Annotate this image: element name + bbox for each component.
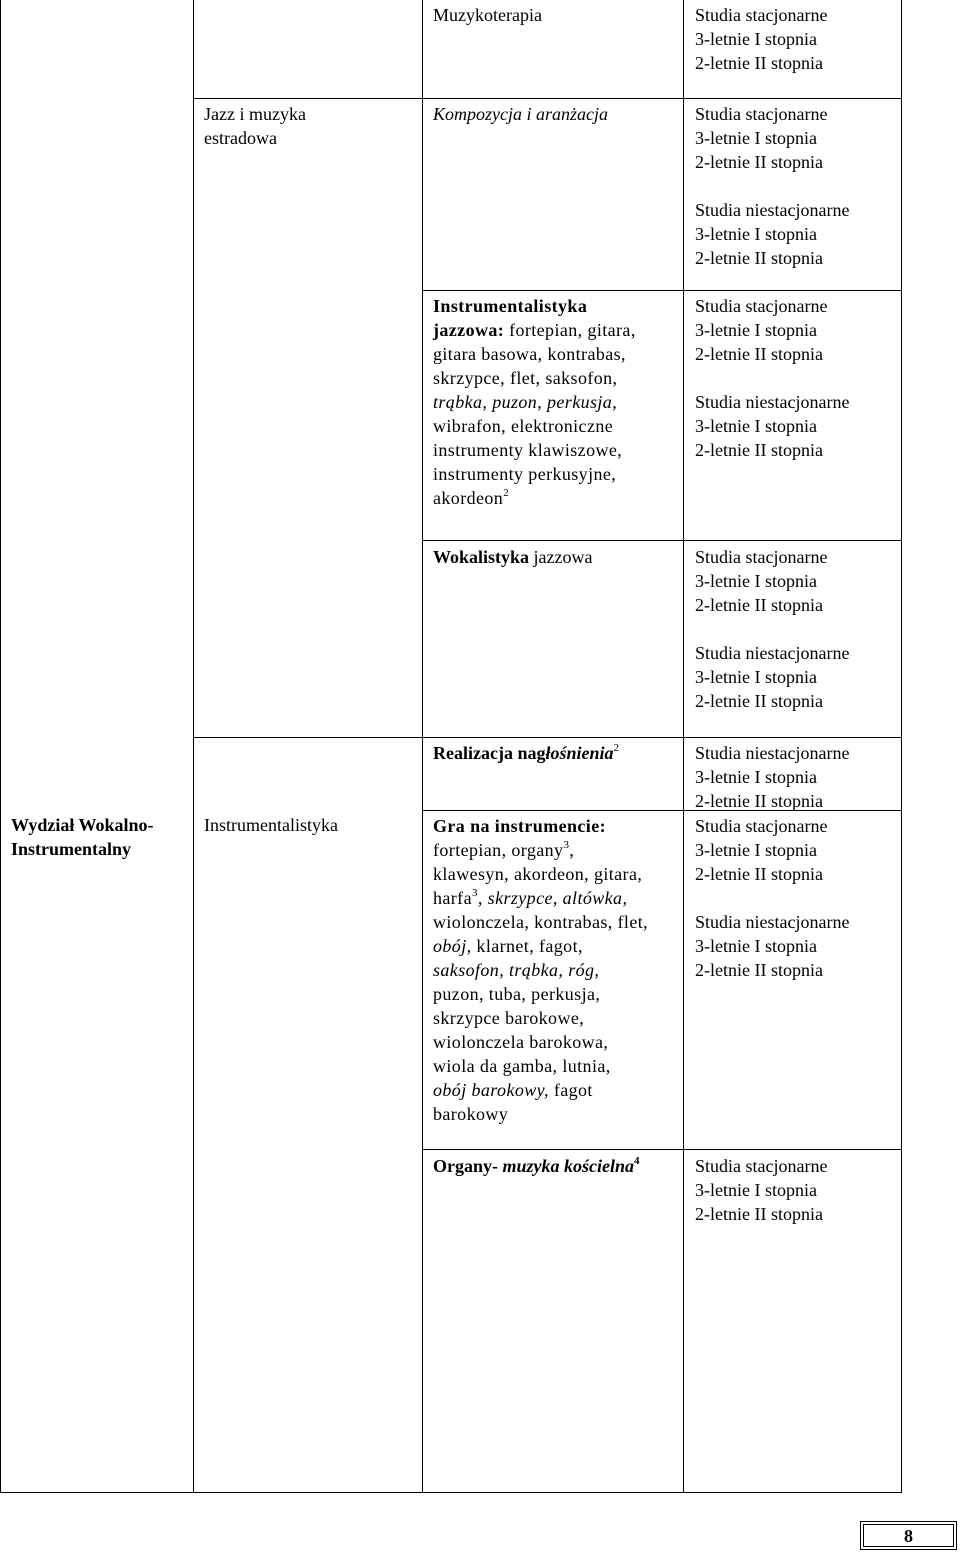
- column-divider-3: [683, 0, 684, 1493]
- gra-line-4-text: harfa: [433, 888, 472, 908]
- jazzowa-word: jazzowa: [529, 547, 593, 567]
- study-forms-instr-jazz: [695, 294, 849, 462]
- organy-part-b: muzyka kościelna: [502, 1156, 635, 1176]
- row-divider-1: [193, 98, 902, 99]
- study-level: 3-letnie I stopnia: [695, 416, 817, 436]
- study-mode: Studia stacjonarne: [695, 1156, 828, 1176]
- faculty-name-line-1: Wydział Wokalno-: [11, 815, 154, 835]
- program-kompozycja: Kompozycja i aranżacja: [433, 104, 608, 124]
- row-divider-6: [422, 1149, 902, 1150]
- gra-line-6-text: klarnet, fagot,: [471, 936, 583, 956]
- gra-line-10: wiolonczela barokowa,: [433, 1032, 609, 1052]
- gra-line-2-text: fortepian, organy: [433, 840, 564, 860]
- study-level: 3-letnie I stopnia: [695, 29, 817, 49]
- study-mode: Studia niestacjonarne: [695, 392, 850, 412]
- naglosnienie-part-b: łośnienia: [545, 743, 614, 763]
- study-level: 3-letnie I stopnia: [695, 224, 817, 244]
- department-instrumentalistyka: Instrumentalistyka: [204, 815, 338, 835]
- gra-line-4-italic: , skrzypce, altówka,: [477, 888, 628, 908]
- department-jazz-line-2: estradowa: [204, 128, 277, 148]
- instr-jazz-line-7: instrumenty klawiszowe,: [433, 440, 623, 460]
- column-divider-1: [193, 0, 194, 1493]
- gra-line-6: [433, 934, 648, 958]
- table-border-left: [0, 0, 1, 1493]
- gra-line-13: barokowy: [433, 1104, 509, 1124]
- study-mode: Studia stacjonarne: [695, 296, 828, 316]
- study-mode: Studia niestacjonarne: [695, 912, 850, 932]
- organy-part-a: Organy-: [433, 1156, 503, 1176]
- study-level: 2-letnie II stopnia: [695, 1204, 823, 1224]
- gra-line-1: Gra na instrumencie:: [433, 816, 606, 836]
- study-mode: Studia niestacjonarne: [695, 743, 850, 763]
- footnote-ref: 2: [613, 742, 620, 754]
- department-jazz: [204, 102, 306, 150]
- study-level: 2-letnie II stopnia: [695, 691, 823, 711]
- footnote-ref: 3: [563, 839, 570, 851]
- study-level: 3-letnie I stopnia: [695, 840, 817, 860]
- instr-jazz-line-1: Instrumentalistyka: [433, 296, 588, 316]
- faculty-name-line-2: Instrumentalny: [11, 839, 132, 859]
- study-level: 2-letnie II stopnia: [695, 152, 823, 172]
- study-level: 2-letnie II stopnia: [695, 248, 823, 268]
- instr-jazz-line-5: trąbka, puzon, perkusja,: [433, 392, 618, 412]
- study-level: 3-letnie I stopnia: [695, 767, 817, 787]
- gra-line-12-italic: obój barokowy,: [433, 1080, 549, 1100]
- study-mode: Studia niestacjonarne: [695, 643, 850, 663]
- study-forms-muzykoterapia: [695, 3, 827, 75]
- study-level: 3-letnie I stopnia: [695, 1180, 817, 1200]
- study-level: 3-letnie I stopnia: [695, 320, 817, 340]
- gra-line-5: wiolonczela, kontrabas, flet,: [433, 912, 649, 932]
- study-forms-naglosnienie: [695, 741, 849, 813]
- gra-line-12: [433, 1078, 648, 1102]
- program-naglosnienie: [433, 741, 619, 765]
- program-organy: [433, 1154, 640, 1178]
- instr-jazz-akordeon: akordeon: [433, 488, 504, 508]
- study-level: 2-letnie II stopnia: [695, 864, 823, 884]
- gra-line-3: klawesyn, akordeon, gitara,: [433, 864, 643, 884]
- page-number: 8: [863, 1524, 954, 1547]
- study-level: 2-letnie II stopnia: [695, 53, 823, 73]
- study-mode: Studia stacjonarne: [695, 816, 828, 836]
- program-gra-na-instrumencie: [433, 814, 648, 1126]
- study-level: 2-letnie II stopnia: [695, 791, 823, 811]
- instr-jazz-line-8: instrumenty perkusyjne,: [433, 464, 617, 484]
- gra-line-9: skrzypce barokowe,: [433, 1008, 585, 1028]
- gra-line-12-text: fagot: [548, 1080, 593, 1100]
- footnote-ref: 4: [634, 1155, 640, 1167]
- program-muzykoterapia: Muzykoterapia: [433, 5, 542, 25]
- instr-jazz-line-3: gitara basowa, kontrabas,: [433, 344, 626, 364]
- gra-line-8: puzon, tuba, perkusja,: [433, 984, 601, 1004]
- study-mode: Studia stacjonarne: [695, 5, 828, 25]
- study-mode: Studia stacjonarne: [695, 547, 828, 567]
- gra-line-2-comma: ,: [569, 840, 575, 860]
- gra-line-7: saksofon, trąbka, róg,: [433, 960, 600, 980]
- study-level: 3-letnie I stopnia: [695, 128, 817, 148]
- footnote-ref: 2: [503, 487, 510, 499]
- instr-jazz-line-2: [433, 318, 636, 342]
- study-level: 3-letnie I stopnia: [695, 936, 817, 956]
- row-divider-3: [422, 540, 902, 541]
- study-forms-kompozycja: [695, 102, 849, 270]
- study-level: 2-letnie II stopnia: [695, 595, 823, 615]
- study-mode: Studia stacjonarne: [695, 104, 828, 124]
- row-divider-4: [193, 737, 902, 738]
- study-forms-wokalistyka: [695, 545, 849, 713]
- gra-line-4: [433, 886, 648, 910]
- department-jazz-line-1: Jazz i muzyka: [204, 104, 306, 124]
- instr-jazz-line-9: [433, 486, 636, 510]
- study-mode: Studia niestacjonarne: [695, 200, 850, 220]
- study-level: 3-letnie I stopnia: [695, 667, 817, 687]
- study-level: 2-letnie II stopnia: [695, 344, 823, 364]
- gra-line-6-italic: obój,: [433, 936, 472, 956]
- faculty-name: [11, 813, 154, 861]
- table-border-right: [901, 0, 902, 1493]
- program-instrumentalistyka-jazzowa: [433, 294, 636, 510]
- table-border-bottom: [0, 1492, 902, 1493]
- wokalistyka-word: Wokalistyka: [433, 547, 530, 567]
- instr-jazz-line-6: wibrafon, elektroniczne: [433, 416, 614, 436]
- footnote-ref: 3: [471, 887, 478, 899]
- gra-line-11: wiola da gamba, lutnia,: [433, 1056, 611, 1076]
- page-number-box: [860, 1521, 957, 1550]
- program-wokalistyka-jazzowa: [433, 545, 593, 569]
- study-level: 2-letnie II stopnia: [695, 440, 823, 460]
- study-forms-organy: [695, 1154, 827, 1226]
- naglosnienie-part-a: Realizacja nag: [433, 743, 546, 763]
- instr-jazz-label: jazzowa:: [433, 320, 505, 340]
- study-forms-gra: [695, 814, 849, 982]
- study-level: 3-letnie I stopnia: [695, 571, 817, 591]
- gra-line-2: [433, 838, 648, 862]
- column-divider-2: [422, 0, 423, 1493]
- study-level: 2-letnie II stopnia: [695, 960, 823, 980]
- instr-jazz-line-4: skrzypce, flet, saksofon,: [433, 368, 618, 388]
- row-divider-2: [422, 290, 902, 291]
- instr-jazz-list-start: fortepian, gitara,: [504, 320, 636, 340]
